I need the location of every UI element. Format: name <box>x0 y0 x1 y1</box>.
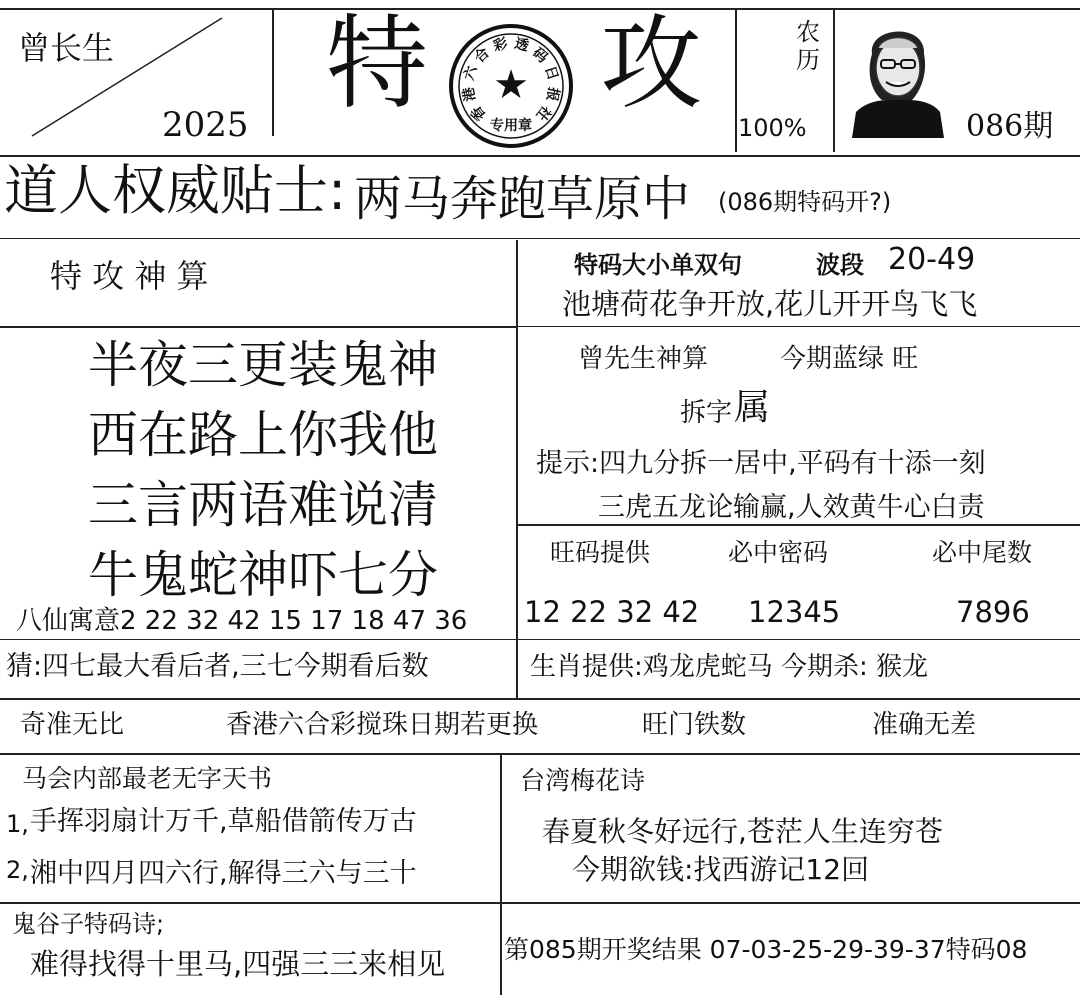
portrait-avatar <box>848 14 946 138</box>
line-number: 1, <box>6 810 29 838</box>
poem-line-1: 半夜三更装鬼神 <box>88 336 438 394</box>
line <box>0 902 1080 904</box>
split-char: 属 <box>734 387 771 428</box>
headline-bottom-line <box>0 238 1080 239</box>
val-lucky-codes: 12 22 32 42 <box>524 595 700 629</box>
hint-line-2: 三虎五龙论输赢,人效黄牛心白责 <box>598 492 985 523</box>
seal-ring-char: 日 <box>541 64 561 83</box>
title-left: 特 <box>326 5 428 124</box>
val-secret-code: 12345 <box>748 595 841 629</box>
percent-label: 100% <box>738 114 807 142</box>
line <box>518 524 1080 526</box>
seal-ring-char: 报 <box>543 85 562 103</box>
line <box>0 698 1080 700</box>
seal-ring-char: 彩 <box>491 35 510 55</box>
headline-prefix: 道人权威贴士: <box>4 159 347 222</box>
divider <box>833 8 835 152</box>
special-line: 池塘荷花争开放,花儿开开鸟飞飞 <box>562 287 978 321</box>
banner-item: 香港六合彩搅珠日期若更换 <box>226 710 539 740</box>
seal-ring-char: 透 <box>512 35 531 55</box>
guigu-title: 鬼谷子特码诗; <box>12 910 165 938</box>
divider <box>272 8 274 136</box>
seal-ring-char: 合 <box>471 44 493 67</box>
val-tail-numbers: 7896 <box>956 595 1030 629</box>
line <box>518 326 1080 327</box>
colors-label: 今期蓝绿 旺 <box>780 344 919 374</box>
seal-ring-char: 六 <box>461 64 481 83</box>
banner-item: 奇准无比 <box>20 710 125 740</box>
guigu-line: 难得找得十里马,四强三三来相见 <box>30 947 446 981</box>
line <box>0 753 1080 755</box>
seal-subtitle: 专用章 <box>490 118 532 134</box>
poem-line-4: 牛鬼蛇神吓七分 <box>88 546 438 604</box>
draw-result: 第085期开奖结果 07-03-25-29-39-37特码08 <box>504 935 1028 964</box>
split-label: 拆字 <box>680 398 733 428</box>
title-right: 攻 <box>600 5 702 124</box>
mr-zeng-label: 曾先生神算 <box>578 344 709 374</box>
divider <box>735 8 737 152</box>
special-title: 特码大小单双句 <box>574 251 742 279</box>
col-label-tail-numbers: 必中尾数 <box>932 538 1033 567</box>
eight-immortals-numbers: 八仙寓意2 22 32 42 15 17 18 47 36 <box>16 606 468 636</box>
plum-poem-line-1: 春夏秋冬好远行,苍茫人生连穷苍 <box>542 815 943 848</box>
banner-item: 准确无差 <box>872 710 977 740</box>
seal-ring-char: 港 <box>460 85 479 103</box>
poem-line-2: 西在路上你我他 <box>88 406 438 464</box>
book-line-2: 湘中四月四六行,解得三六与三十 <box>30 858 417 889</box>
line <box>0 639 1080 640</box>
year: 2025 <box>162 105 249 145</box>
bottom-divider <box>500 755 502 995</box>
plum-poem-line-2: 今期欲钱:找西游记12回 <box>572 853 870 886</box>
line <box>0 326 518 328</box>
wave-label: 波段 <box>816 251 864 279</box>
col-label-secret-code: 必中密码 <box>728 538 829 567</box>
lunar-label: 农历 <box>796 18 820 74</box>
seal-star-icon: ★ <box>493 62 529 108</box>
banner-item: 旺门铁数 <box>642 710 747 740</box>
seal-ring-char: 码 <box>529 44 551 67</box>
heavenly-book-title: 马会内部最老无字天书 <box>22 764 273 793</box>
seal-ring-char: 香 <box>468 102 490 124</box>
guess-line: 猜:四七最大看后者,三七今期看后数 <box>6 651 429 682</box>
header-bottom-line <box>0 155 1080 157</box>
section-title-special-attack: 特 攻 神 算 <box>50 257 209 295</box>
issue-number: 086期 <box>966 109 1054 144</box>
book-line-1: 手挥羽扇计万千,草船借箭传万古 <box>30 806 417 837</box>
seal-stamp <box>445 20 577 152</box>
hint-line-1: 提示:四九分拆一居中,平码有十添一刻 <box>536 448 986 479</box>
wave-value: 20-49 <box>888 242 976 277</box>
seal-ring-char: 社 <box>532 102 554 124</box>
poem-line-3: 三言两语难说清 <box>88 476 438 534</box>
zodiac-line: 生肖提供:鸡龙虎蛇马 今期杀: 猴龙 <box>530 652 929 682</box>
center-divider <box>516 240 518 700</box>
line-number: 2, <box>6 856 29 884</box>
author-name: 曾长生 <box>18 29 115 67</box>
headline-slogan: 两马奔跑草原中 <box>354 171 691 227</box>
headline-note: (086期特码开?) <box>718 188 892 216</box>
col-label-lucky-codes: 旺码提供 <box>550 538 651 567</box>
plum-poem-title: 台湾梅花诗 <box>520 766 646 795</box>
